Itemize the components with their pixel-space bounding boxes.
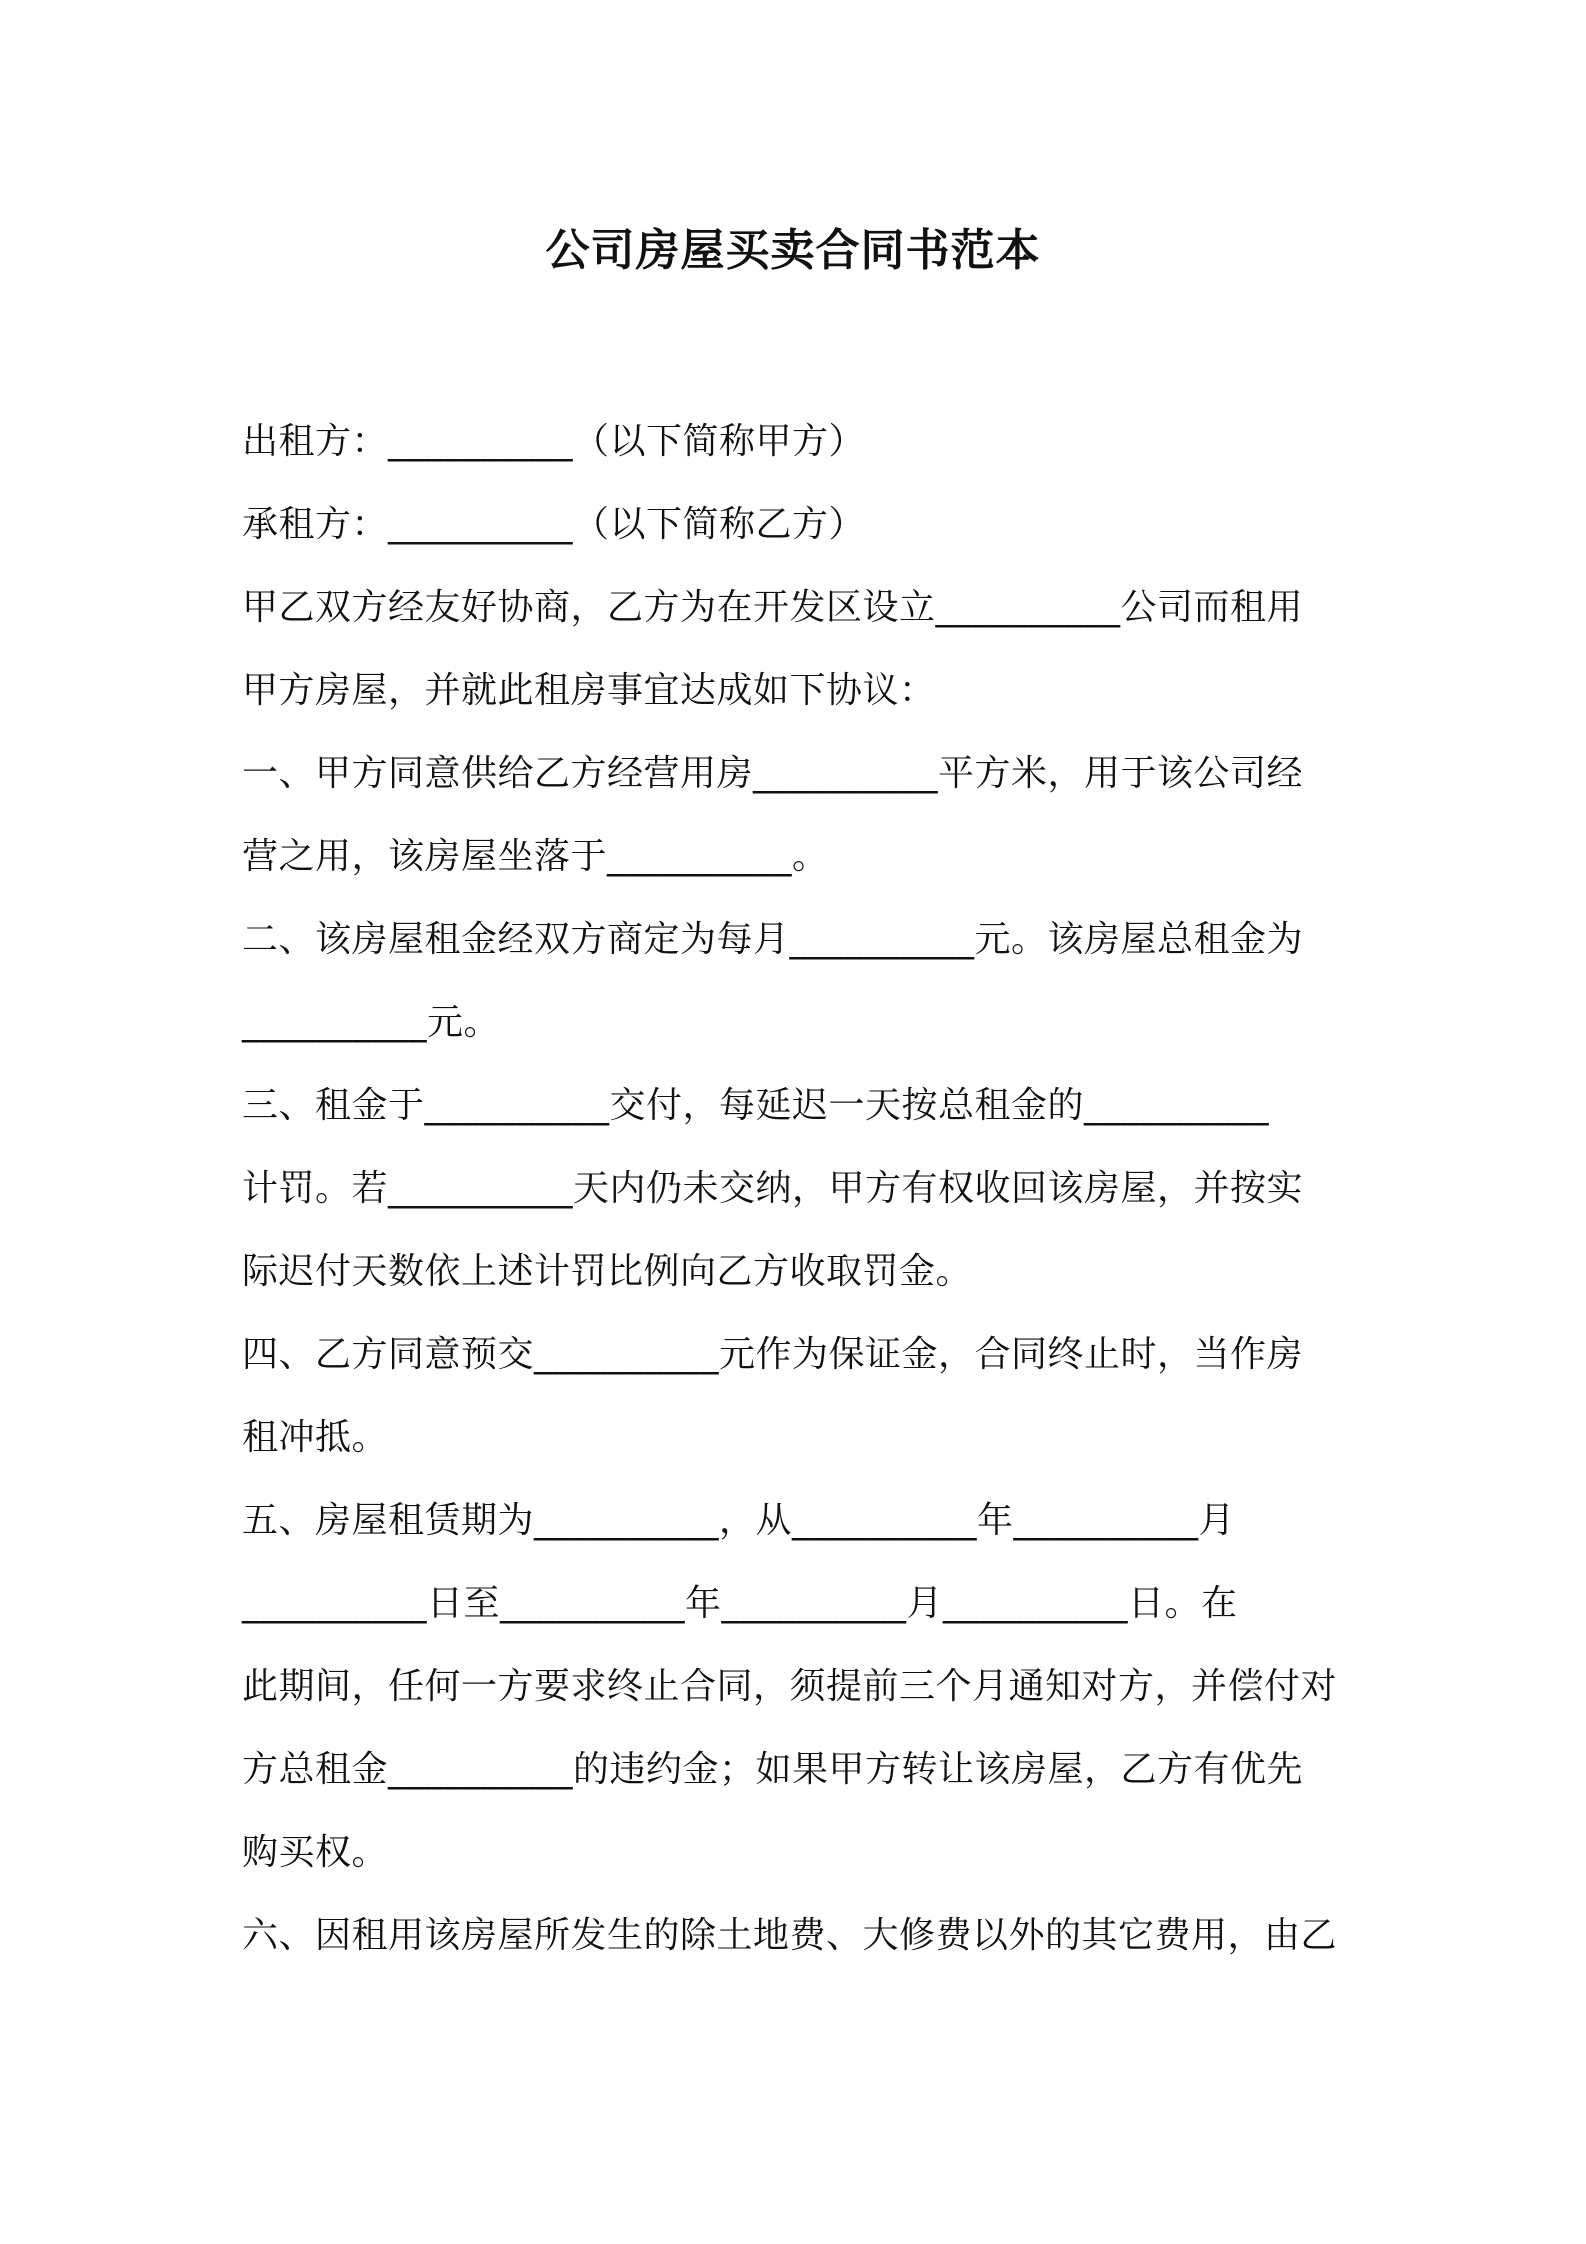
- clause-6-line-1: 六、因租用该房屋所发生的除土地费、大修费以外的其它费用，由乙: [242, 1915, 1338, 1956]
- party-b-line: 承租方：__________（以下简称乙方）: [242, 504, 866, 545]
- document-body: [242, 400, 1352, 1977]
- clause-5-line-3: 此期间，任何一方要求终止合同，须提前三个月通知对方，并偿付对: [242, 1666, 1338, 1707]
- clause-1-line-2: 营之用，该房屋坐落于__________。: [242, 836, 829, 877]
- clause-5-line-4: 方总租金__________的违约金；如果甲方转让该房屋，乙方有优先: [242, 1749, 1304, 1790]
- clause-3-line-3: 际迟付天数依上述计罚比例向乙方收取罚金。: [242, 1251, 973, 1292]
- clause-1-line-1: 一、甲方同意供给乙方经营用房__________平方米，用于该公司经: [242, 753, 1304, 794]
- clause-3-line-1: 三、租金于__________交付，每延迟一天按总租金的__________: [242, 1085, 1270, 1126]
- clause-3-line-2: 计罚。若__________天内仍未交纳，甲方有权收回该房屋，并按实: [242, 1168, 1304, 1209]
- clause-2-line-1: 二、该房屋租金经双方商定为每月__________元。该房屋总租金为: [242, 919, 1304, 960]
- party-a-line: 出租方：__________（以下简称甲方）: [242, 421, 866, 462]
- clause-4-line-1: 四、乙方同意预交__________元作为保证金，合同终止时，当作房: [242, 1334, 1304, 1375]
- document-title: 公司房屋买卖合同书范本: [545, 225, 1041, 276]
- preamble-line-1: 甲乙双方经友好协商，乙方为在开发区设立__________公司而租用: [242, 587, 1304, 628]
- clause-5-line-5: 购买权。: [242, 1832, 389, 1873]
- clause-4-line-2: 租冲抵。: [242, 1417, 389, 1458]
- clause-5-line-1: 五、房屋租赁期为__________，从__________年__________月: [242, 1500, 1236, 1541]
- clause-5-line-2: __________日至__________年__________月__________日。在: [242, 1583, 1238, 1624]
- clause-2-line-2: __________元。: [242, 1002, 501, 1043]
- preamble-line-2: 甲方房屋，并就此租房事宜达成如下协议：: [242, 670, 936, 711]
